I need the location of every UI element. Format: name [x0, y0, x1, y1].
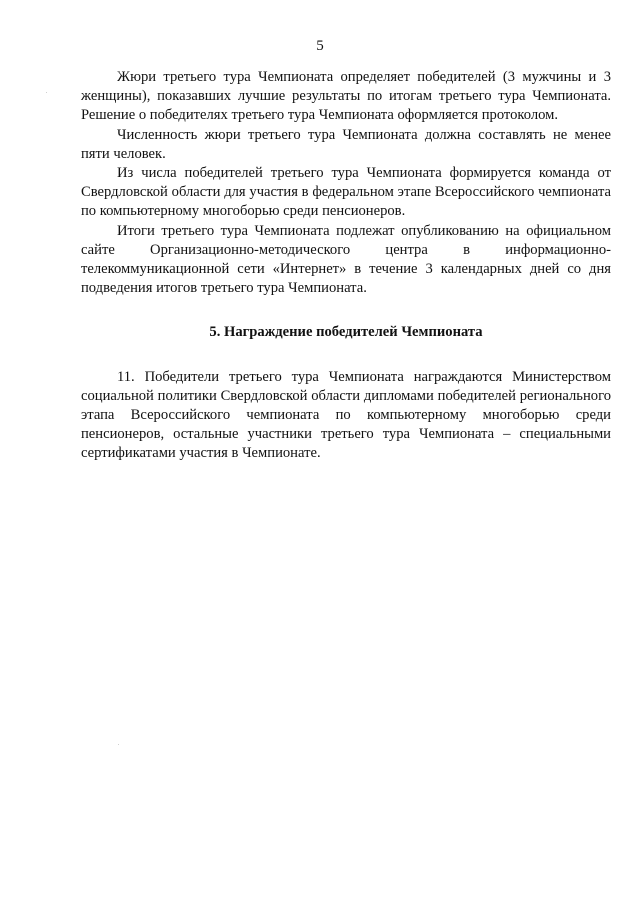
paragraph-results-publication: Итоги третьего тура Чемпионата подлежат опубликованию на официальном сайте Организационно-методического центра в информационно-телекоммуникационной сети «Интернет» в течение 3 календарных дней со дня подведения итогов третьего тура Чемпионата. — [81, 222, 611, 297]
margin-mark-bottom — [118, 744, 119, 745]
paragraph-awards: 11. Победители третьего тура Чемпионата награждаются Министерством социальной политики Свердловской области дипломами победителей регионального этапа Всероссийского чемпионата по компьютерному многоборью среди пенсионеров, остальные участники третьего тура Чемпионата – специальными сертификатами участия в Чемпионате. — [81, 368, 611, 462]
paragraph-jury-winners: Жюри третьего тура Чемпионата определяет победителей (3 мужчины и 3 женщины), показавших лучшие результаты по итогам третьего тура Чемпионата. Решение о победителях третьего тура Чемпионата оформляется протоколом. — [81, 69, 611, 124]
section-heading: 5. Награждение победителей Чемпионата — [209, 324, 483, 341]
margin-mark-top — [46, 92, 47, 93]
paragraph-jury-size: Численность жюри третьего тура Чемпионата должна составлять не менее пяти человек. — [81, 126, 611, 162]
paragraph-team-formation: Из числа победителей третьего тура Чемпионата формируется команда от Свердловской области для участия в федеральном этапе Всероссийского чемпионата по компьютерному многоборью среди пенсионеров. — [81, 165, 611, 220]
page-number: 5 — [316, 38, 324, 54]
document-body — [81, 68, 611, 464]
